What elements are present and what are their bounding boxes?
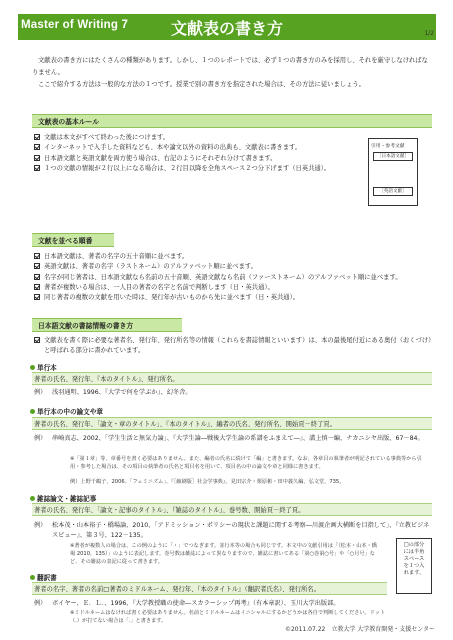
list-item: 文献表を書く際に必要な著者名、発行年、発行所名等の情報（これらを書誌情報といいます）は、本の最後尾付近にある奥付（おくづけ）と呼ばれる部分に書かれています。 [34,336,432,357]
intro-paragraph: 文献表の書き方にはたくさんの種類があります。しかし、１つのレポートでは、必ず１つの書き方のみを採用し、それを厳守しなければなりません。 [32,57,428,76]
course-title: Master of Writing 7 [21,19,129,31]
bullet-icon [30,496,35,501]
list-item: インターネットで入手した資料なども、本や論文以外の資料の出典も、文献表に書きます。 [34,143,359,153]
section-heading-order: 文献を並べる順番 [32,233,114,247]
example-label: 例） [34,435,47,442]
basic-rules-list [34,133,359,174]
bullet-icon [30,575,35,580]
checkbox-icon [34,294,40,300]
header-bar [18,14,436,40]
checkbox-icon [34,284,40,290]
example-book [34,388,432,398]
section-heading-japanese: 日本語文献の書誌情報の書き方 [32,318,182,332]
example-chapter [34,434,432,444]
japanese-rules-list [34,336,432,357]
subheading-book: 単行本 [30,362,57,372]
note-chapter-example: 例）上野千鶴子、2006、「フェミニズム」、『［縮刷版］社会学事典』、見田宗介・栗原彬・田中義久編、弘文堂、735。 [70,479,345,485]
list-item: 名字が同じ著者は、日本語文献なら名前の五十音順、英語文献なら名前（ファーストネーム）のアルファベット順に並べます。 [34,273,432,283]
format-translation: 著者の名字、著者の名前□著者のミドルネーム、発行年、『本のタイトル』（翻訳者氏名）、発行所名。 [32,582,387,595]
example-label: 例） [34,389,47,396]
order-rules-list [34,252,432,303]
japanese-references-tag: ［日本語文献］ [373,152,413,161]
page-number: 1/2 [424,30,434,37]
subheading-journal: 雑誌論文・雑誌記事 [30,493,96,503]
example-journal [34,521,432,541]
intro-paragraph: ここで紹介する方法は一般的な方法の１つです。授業で別の書き方を指定された場合は、その方法に従いましょう。 [38,81,365,88]
example-text: 浅羽通明、1996、『大学で何を学ぶか』、幻冬舎。 [52,389,192,396]
checkbox-icon [34,134,40,140]
citation-box-label: 引用・参考文献 [371,144,405,149]
format-book: 著者の氏名、発行年、『本のタイトル』、発行所名。 [32,372,432,385]
english-references-tag: ［英語文献］ [373,187,413,196]
list-item: 同じ著者の複数の文献を用いた時は、発行年が古いものから先に並べます（日・英共通）。 [34,293,432,303]
format-journal: 著者の氏名、発行年、「論文・記事のタイトル」、『雑誌のタイトル』、巻号数、開始頁－終了頁。 [32,503,432,516]
list-item: 日本語文献と英語文献を両方使う場合は、右記のようにそれぞれ分けて書きます。 [34,154,359,164]
intro-text [32,55,432,91]
list-item: 著者が複数いる場合は、一人目の著者の名字と名前で判断します（日・英共通）。 [34,283,432,293]
checkbox-icon [34,165,40,171]
subheading-chapter: 単行本の中の論文や章 [30,406,103,416]
format-chapter: 著者の氏名、発行年、「論文・章のタイトル」、『本のタイトル』、編者の氏名、発行所名、開始頁－終了頁。 [32,417,432,430]
example-text: 松本茂・山本裕子・橋場論、2010、「アドミッション・ポリシーの現状と課題に関する考察―川渡企画大横断を目指して」、『立教ビジネスビュー』、第３号、122－135。 [52,522,430,539]
note-chapter: ※「第１章」等、章番号を書く必要はありません。また、編者の氏名に続けて「編」と書きます。なお、各章目の執筆者が明記されている事典等から引用・参考した場合は、その項目の執筆者の氏名と項目名を用いて、項目名の中の論文や章と同様に書きます。 [70,456,422,470]
checkbox-icon [34,155,40,161]
checkbox-icon [34,263,40,269]
subheading-translation: 翻訳書 [30,572,57,582]
checkbox-icon [34,253,40,259]
bullet-icon [30,365,35,370]
note-translation: ※ミドルネームはなければ書く必要はありません。名前とミドルネームはイニシャルにするかどうかは各自で判断してください。ドット（.）が打てない場合は「.」と書きます。 [70,610,386,624]
footer-copyright: ©2011.07.22 立教大学 大学教育開発・支援センター [284,626,435,633]
list-item: 英語文献は、著者の名字（ラストネーム）のアルファベット順に並べます。 [34,262,432,272]
side-note-box: □の部分 には半角 スペース を１つ入 れます。 [396,538,432,594]
page-title: 文献表の書き方 [170,19,283,38]
section-heading-basic: 文献表の基本ルール [32,114,432,128]
example-text: 串崎真志、2002、「学生生活と無気力論」、『大学生論―戦後大学生論の系譜をふまえて―』、溝上慎一編、ナカニシヤ出版、67－84。 [52,435,424,442]
citation-example-box [368,138,418,206]
bullet-icon [30,409,35,414]
list-item: 文献は本文がすべて終わった後につけます。 [34,133,359,143]
checkbox-icon [34,144,40,150]
list-item: 日本語文献は、著者の名字の五十音順に並べます。 [34,252,432,262]
list-item: １つの文献の情報が２行以上になる場合は、２行目以降を全角スペース２つ分下げます（日英共通）。 [34,164,359,174]
example-label: 例） [34,600,47,607]
checkbox-icon [34,274,40,280]
example-translation [34,599,389,609]
note-journal: ※著者が複数人の場合は、この例のように「・」でつなぎます。並行本等の場合も同じです。本文中の文献引用は「（松本・山本・橋場 2010，135）」のように表記します。巻号数は雑誌によって異なりますので、雑誌に書いてある「第○巻第○号」や「○月号」など、その雑誌の表記に従って書きます。 [70,543,377,565]
example-text: ボイヤー、Ｅ．Ｌ．、1996、『大学教授職の使命―スカラーシップ再考』（有本章訳）、玉川大学出版部。 [52,600,340,607]
checkbox-icon [34,337,40,343]
example-label: 例） [34,522,47,529]
